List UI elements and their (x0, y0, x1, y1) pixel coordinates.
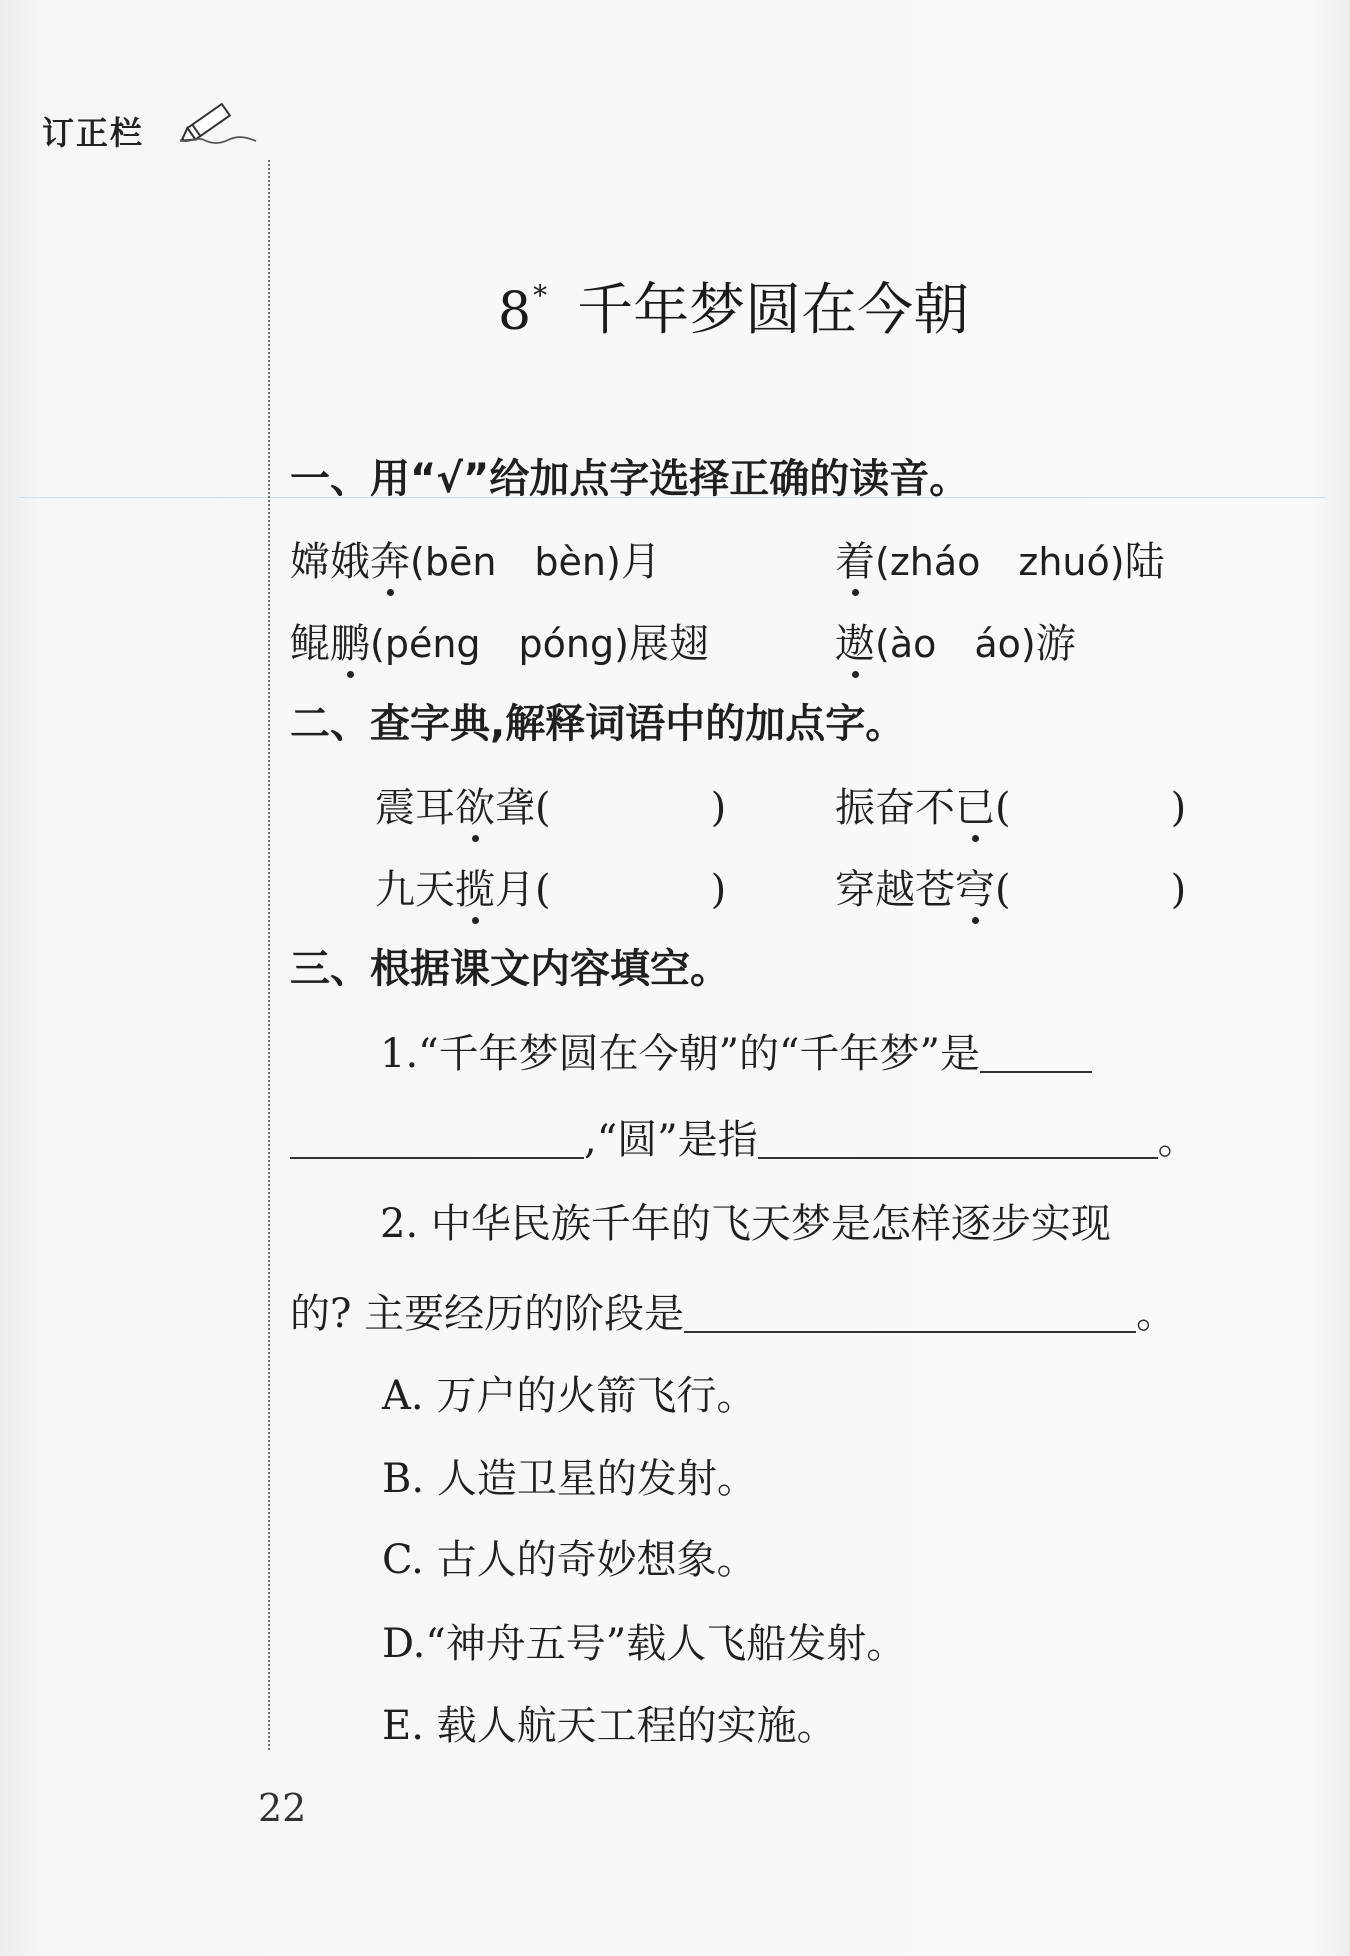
dotted-char: 穹 (955, 867, 995, 913)
word-suffix: 展翅 (628, 621, 709, 667)
word-suffix: 月 (495, 867, 535, 913)
answer-blank-1a[interactable] (980, 1035, 1092, 1073)
dotted-char: 揽 (455, 867, 495, 913)
dotted-char: 着 (835, 539, 875, 585)
pinyin-item-1 (290, 538, 661, 586)
lesson-title-text: 千年梦圆在今朝 (577, 278, 970, 343)
lesson-mark: * (533, 279, 548, 312)
dotted-char: 已 (955, 785, 995, 831)
section-2-heading: 二、查字典,解释词语中的加点字。 (290, 701, 906, 747)
word-prefix: 振奋不 (835, 785, 955, 831)
margin-divider (268, 160, 270, 1750)
option-e: E. 载人航天工程的实施。 (382, 1703, 837, 1749)
pinyin-options[interactable]: (zháo zhuó) (875, 540, 1125, 584)
word-suffix: 游 (1035, 621, 1076, 667)
section-1-heading: 一、用“√”给加点字选择正确的读音。 (290, 456, 970, 502)
dictionary-item-3 (375, 866, 726, 914)
word-suffix: 聋 (495, 785, 535, 831)
question-1-text: 1.“千年梦圆在今朝”的“千年梦”是 (380, 1031, 980, 1077)
word-prefix: 九天 (375, 867, 455, 913)
option-b: B. 人造卫星的发射。 (382, 1456, 757, 1502)
pinyin-options[interactable]: (bēn bèn) (410, 540, 621, 584)
pinyin-item-2 (835, 538, 1165, 586)
word-suffix: 月 (620, 539, 661, 585)
option-d: D.“神舟五号”载人飞船发射。 (382, 1621, 907, 1667)
correction-column-label: 订正栏 (42, 114, 145, 152)
question-1-middle-text: ,“圆”是指 (584, 1117, 758, 1163)
pinyin-item-3 (290, 620, 709, 668)
question-2-line-1: 2. 中华民族千年的飞天梦是怎样逐步实现 (380, 1201, 1111, 1247)
word-prefix: 震耳 (375, 785, 455, 831)
word-prefix: 穿越苍 (835, 867, 955, 913)
question-2-end: 。 (1136, 1291, 1177, 1337)
dotted-char: 欲 (455, 785, 495, 831)
question-1-line-1 (380, 1030, 1092, 1078)
pinyin-item-4 (835, 620, 1076, 668)
word-prefix: 鲲 (290, 621, 330, 667)
dictionary-item-1 (375, 784, 726, 832)
answer-brackets[interactable]: ( ) (995, 785, 1187, 831)
dotted-char: 遨 (835, 621, 875, 667)
dotted-char: 奔 (370, 539, 410, 585)
page-number: 22 (258, 1786, 307, 1830)
option-a: A. 万户的火箭飞行。 (382, 1373, 757, 1419)
answer-brackets[interactable]: ( ) (535, 867, 727, 913)
pinyin-options[interactable]: (péng póng) (370, 622, 629, 666)
dotted-char: 鹏 (330, 621, 370, 667)
question-2-line-2 (290, 1290, 1176, 1338)
answer-brackets[interactable]: ( ) (995, 867, 1187, 913)
question-2-text: 的? 主要经历的阶段是 (290, 1291, 685, 1337)
section-3-heading: 三、根据课文内容填空。 (290, 946, 730, 992)
answer-brackets[interactable]: ( ) (535, 785, 727, 831)
pinyin-options[interactable]: (ào áo) (875, 622, 1036, 666)
option-c: C. 古人的奇妙想象。 (382, 1537, 757, 1583)
answer-blank-1b[interactable] (290, 1121, 584, 1159)
word-suffix: 陆 (1124, 539, 1165, 585)
dictionary-item-4 (835, 866, 1186, 914)
dictionary-item-2 (835, 784, 1186, 832)
question-1-end: 。 (1157, 1117, 1198, 1163)
word-prefix: 嫦娥 (290, 539, 370, 585)
answer-blank-2[interactable] (684, 1295, 1136, 1333)
question-1-line-2 (290, 1116, 1198, 1164)
answer-blank-1c[interactable] (758, 1121, 1158, 1159)
lesson-title (498, 278, 970, 343)
lesson-number: 8 (498, 282, 532, 342)
pencil-icon (170, 92, 265, 152)
